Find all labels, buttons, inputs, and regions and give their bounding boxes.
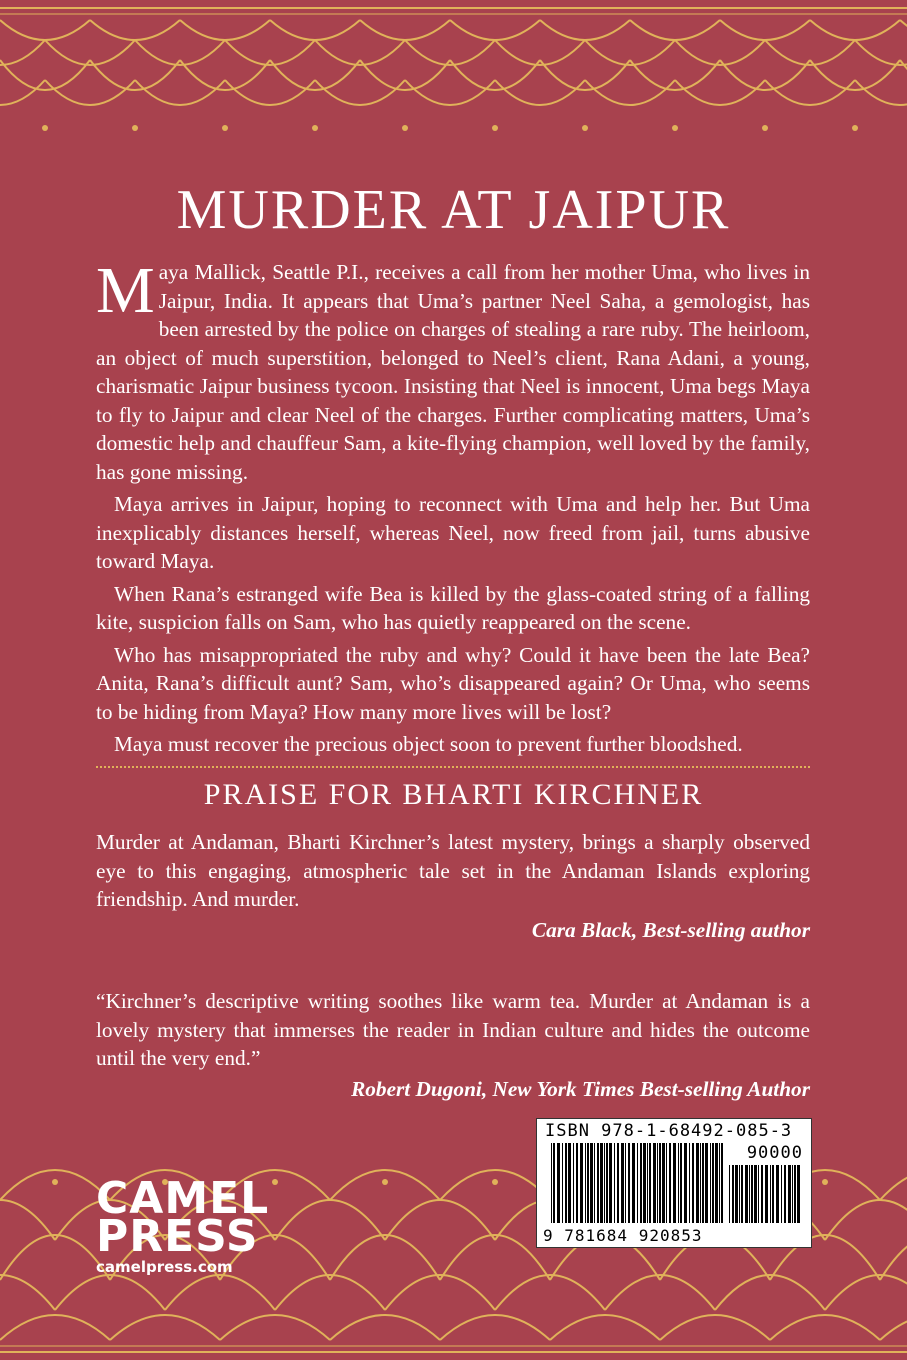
ornament-dot xyxy=(762,125,768,131)
ornament-arc xyxy=(90,20,180,40)
ornament-arc xyxy=(220,1315,330,1340)
ornament-arc xyxy=(0,20,90,40)
drop-cap: M xyxy=(96,254,155,327)
barcode-bar xyxy=(758,1165,759,1223)
barcode-bar xyxy=(749,1165,750,1223)
ornament-arc xyxy=(585,80,675,105)
ornament-arc xyxy=(360,60,450,90)
ornament-arc xyxy=(0,60,90,90)
ornament-arc xyxy=(0,1235,110,1280)
barcode-bar xyxy=(710,1143,711,1223)
barcode-bar xyxy=(776,1165,779,1223)
barcode-bar xyxy=(604,1143,605,1223)
ornament-arc xyxy=(450,60,540,90)
price-barcode-bars xyxy=(729,1165,803,1223)
ornament-arc xyxy=(765,80,855,105)
ornament-arc xyxy=(540,20,630,40)
ornament-arc xyxy=(315,80,405,105)
barcode-bar xyxy=(649,1143,651,1223)
publisher-name-line2: PRESS xyxy=(96,1211,259,1262)
ornament-arc xyxy=(0,1315,110,1340)
barcode-bar xyxy=(678,1143,679,1223)
ornament-arc xyxy=(360,20,450,40)
barcode-bar xyxy=(751,1165,753,1223)
barcode-bar xyxy=(597,1143,599,1223)
praise-heading: PRAISE FOR BHARTI KIRCHNER xyxy=(203,778,704,811)
ornament-arc xyxy=(330,1235,440,1280)
ornament-arc xyxy=(0,80,45,105)
synopsis-paragraph: Maya must recover the precious object soon to prevent further bloodshed. xyxy=(114,732,743,756)
ornament-arc xyxy=(495,80,585,105)
barcode-bar xyxy=(797,1165,800,1223)
ornament-arc xyxy=(440,1315,550,1340)
barcode-bar xyxy=(721,1143,723,1223)
barcode-bar xyxy=(680,1143,682,1223)
ornament-arc xyxy=(0,1200,55,1240)
ornament-arc xyxy=(0,1275,55,1310)
ornament-arc xyxy=(825,1200,907,1240)
ornament-arc xyxy=(675,80,765,105)
ornament-dot xyxy=(272,1179,278,1185)
ornament-dot xyxy=(312,125,318,131)
ornament-dot xyxy=(52,1179,58,1185)
ornament-arc xyxy=(385,1275,495,1310)
publisher-url: camelpress.com xyxy=(96,1258,233,1276)
ornament-arc xyxy=(825,1275,907,1310)
quote-text: Murder at Andaman, Bharti Kirchner’s latest mystery, brings a sharply observed eye to this engaging, atmospheric tale set in the Andaman Islands exploring friendship. And murder. xyxy=(96,830,810,911)
barcode-bar xyxy=(617,1143,619,1223)
barcode-bar xyxy=(568,1143,571,1223)
ornament-arc xyxy=(880,1170,907,1200)
barcode-bar xyxy=(669,1143,671,1223)
barcode-bar xyxy=(590,1143,593,1223)
barcode-bar xyxy=(573,1143,574,1223)
praise-quote xyxy=(96,828,810,944)
ornament-arc xyxy=(880,1235,907,1280)
ornament-arc xyxy=(90,60,180,90)
barcode-bar xyxy=(587,1143,589,1223)
ornament-dot xyxy=(672,125,678,131)
top-ornament-border xyxy=(0,0,907,150)
barcode-bar xyxy=(666,1143,667,1223)
barcode-bar xyxy=(705,1143,708,1223)
barcode-bar xyxy=(606,1143,608,1223)
barcode-bar xyxy=(696,1143,699,1223)
ornament-dot xyxy=(582,125,588,131)
barcode-bar xyxy=(628,1143,630,1223)
ornament-dot xyxy=(132,125,138,131)
ornament-dot xyxy=(42,125,48,131)
ornament-arc xyxy=(270,20,360,40)
barcode-digits: 9 781684 920853 xyxy=(543,1226,703,1245)
ornament-arc xyxy=(0,40,45,65)
ornament-arc xyxy=(385,1200,495,1240)
ornament-arc xyxy=(55,1275,165,1310)
barcode-bar xyxy=(772,1165,774,1223)
synopsis-paragraph: When Rana’s estranged wife Bea is killed by the glass-coated string of a falling kite, suspicion falls on Sam, who has quietly reappeared on the scene. xyxy=(96,581,810,634)
ornament-arc xyxy=(630,20,720,40)
publisher-logo xyxy=(96,1173,270,1276)
ornament-dot xyxy=(492,125,498,131)
barcode-bar xyxy=(765,1165,768,1223)
ornament-arc xyxy=(900,20,907,40)
barcode-bars xyxy=(551,1143,727,1223)
ornament-arc xyxy=(275,1200,385,1240)
barcode-bar xyxy=(565,1143,567,1223)
ornament-arc xyxy=(630,60,720,90)
barcode-bar xyxy=(739,1165,740,1223)
barcode-bar xyxy=(788,1165,791,1223)
quote-attribution: Cara Black, Best-selling author xyxy=(531,917,810,942)
ornament-arc xyxy=(810,60,900,90)
ornament-arc xyxy=(275,1275,385,1310)
ornament-dot xyxy=(402,125,408,131)
barcode-bar xyxy=(637,1143,638,1223)
barcode-bar xyxy=(761,1165,763,1223)
ornament-arc xyxy=(330,1315,440,1340)
barcode-bar xyxy=(600,1143,603,1223)
barcode-bar xyxy=(741,1165,743,1223)
barcode-bar xyxy=(792,1165,793,1223)
barcode-bar xyxy=(576,1143,578,1223)
ornament-arc xyxy=(495,1275,605,1310)
quote-attribution: Robert Dugoni, New York Times Best-selling Author xyxy=(351,1076,810,1101)
barcode-bar xyxy=(614,1143,615,1223)
barcode-bar xyxy=(784,1165,786,1223)
barcode-bar xyxy=(719,1143,720,1223)
barcode-bar xyxy=(781,1165,782,1223)
barcode-bar xyxy=(700,1143,701,1223)
barcode-bar xyxy=(659,1143,661,1223)
barcode-bar xyxy=(662,1143,665,1223)
barcode-bar xyxy=(754,1165,757,1223)
ornament-arc xyxy=(550,1315,660,1340)
barcode-bar xyxy=(689,1143,690,1223)
barcode-bar xyxy=(647,1143,648,1223)
synopsis-paragraph: Maya arrives in Jaipur, hoping to reconnect with Uma and help her. But Uma inexplicably distances herself, whereas Neel, now freed from jail, turns abusive toward Maya. xyxy=(96,492,810,573)
ornament-arc xyxy=(810,20,900,40)
barcode-bar xyxy=(715,1143,718,1223)
ornament-arc xyxy=(180,20,270,40)
ornament-arc xyxy=(440,1235,550,1280)
ornament-arc xyxy=(880,1315,907,1340)
ornament-arc xyxy=(855,80,907,105)
barcode-bar xyxy=(745,1165,748,1223)
synopsis xyxy=(96,254,810,763)
barcode-bar xyxy=(557,1143,560,1223)
barcode-bar xyxy=(562,1143,563,1223)
book-title: MURDER AT JAIPUR xyxy=(176,179,731,241)
barcode-bar xyxy=(770,1165,771,1223)
barcode-bar xyxy=(553,1143,555,1223)
ornament-arc xyxy=(605,1275,715,1310)
barcode-bar xyxy=(729,1165,730,1223)
barcode-bar xyxy=(594,1143,595,1223)
price-code: 90000 xyxy=(746,1143,803,1163)
barcode-bar xyxy=(585,1143,586,1223)
barcode-bar xyxy=(684,1143,687,1223)
ornament-arc xyxy=(660,1315,770,1340)
barcode-bar xyxy=(702,1143,704,1223)
barcode-bar xyxy=(632,1143,635,1223)
synopsis-paragraph: Who has misappropriated the ruby and why? Could it have been the late Bea? Anita, Rana’s difficult aunt? Sam, who’s disappeared again? Or Uma, who seems to be hiding from Maya? How many more lives will be lost? xyxy=(96,642,810,724)
barcode-bar xyxy=(640,1143,642,1223)
ornament-dot xyxy=(822,1179,828,1185)
quote-text: “Kirchner’s descriptive writing soothes like warm tea. Murder at Andaman is a lovely mystery that immerses the reader in Indian culture and hides the outcome until the very end.” xyxy=(96,989,810,1070)
barcode-bar xyxy=(580,1143,583,1223)
ornament-arc xyxy=(405,80,495,105)
ornament-arc xyxy=(165,1275,275,1310)
ornament-dot xyxy=(222,125,228,131)
barcode-bar xyxy=(621,1143,624,1223)
ornament-arc xyxy=(720,60,810,90)
synopsis-paragraph: Maya Mallick, Seattle P.I., receives a call from her mother Uma, who lives in Jaipur, India. It appears that Uma’s partner Neel Saha, a gemologist, has been arrested by the police on charges of stealing a rare ruby. The heirloom, an object of much superstition, belonged to Neel’s client, Rana Adani, a young, charismatic Jaipur business tycoon. Insisting that Neel is innocent, Uma begs Maya to fly to Jaipur and clear Neel of the charges. Further complicating matters, Uma’s domestic help and chauffeur Sam, a kite-flying champion, well loved by the family, has gone missing. xyxy=(96,254,810,484)
ornament-dot xyxy=(852,125,858,131)
ornament-arc xyxy=(715,1275,825,1310)
ornament-arc xyxy=(540,60,630,90)
barcode-bar xyxy=(673,1143,676,1223)
barcode-bar xyxy=(625,1143,626,1223)
barcode-bar xyxy=(657,1143,658,1223)
barcode-bar xyxy=(551,1143,552,1223)
barcode-bar xyxy=(735,1165,738,1223)
barcode-bar xyxy=(653,1143,656,1223)
ornament-arc xyxy=(720,20,810,40)
ornament-arc xyxy=(135,80,225,105)
barcode-bar xyxy=(732,1165,734,1223)
section-divider xyxy=(96,766,810,768)
ornament-arc xyxy=(770,1315,880,1340)
ornament-dot xyxy=(492,1179,498,1185)
barcode-bar xyxy=(794,1165,796,1223)
barcode-bar xyxy=(643,1143,646,1223)
barcode-bar xyxy=(609,1143,612,1223)
publisher-name-line1: CAMEL xyxy=(96,1173,270,1224)
ornament-arc xyxy=(450,20,540,40)
ornament-arc xyxy=(110,1315,220,1340)
isbn-barcode xyxy=(536,1118,812,1248)
ornament-arc xyxy=(180,60,270,90)
ornament-dot xyxy=(382,1179,388,1185)
ornament-arc xyxy=(45,80,135,105)
isbn-number: ISBN 978-1-68492-085-3 xyxy=(545,1121,793,1141)
barcode-bar xyxy=(692,1143,694,1223)
ornament-arc xyxy=(225,80,315,105)
ornament-arc xyxy=(270,60,360,90)
barcode-bar xyxy=(712,1143,714,1223)
